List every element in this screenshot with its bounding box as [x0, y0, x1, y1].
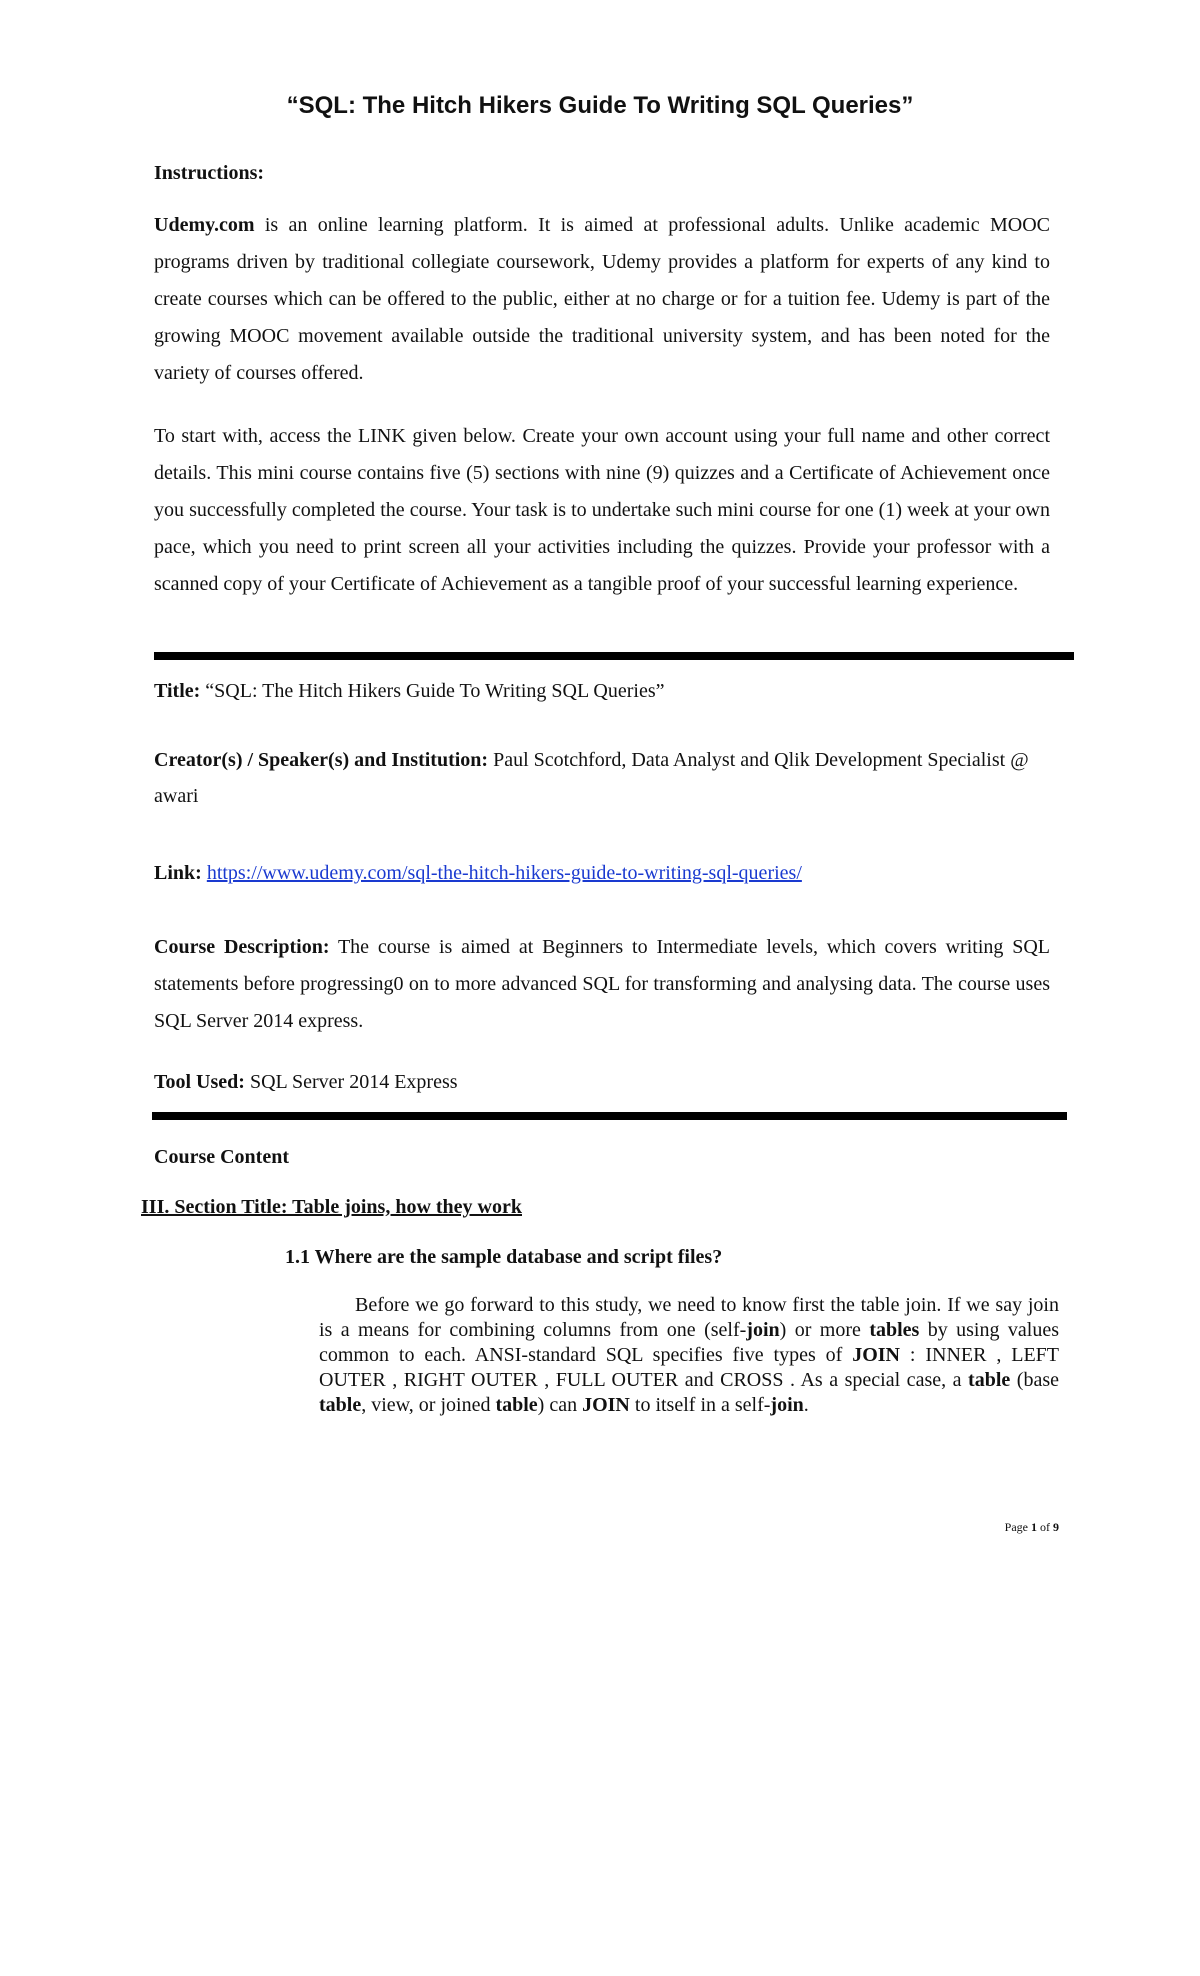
- body-bold-term: join: [746, 1319, 780, 1341]
- document-title: “SQL: The Hitch Hikers Guide To Writing SQL Queries”: [286, 92, 914, 119]
- instructions-paragraph-2: [154, 418, 1050, 603]
- tool-used-label: Tool Used:: [154, 1071, 245, 1093]
- body-text: (base: [1010, 1369, 1059, 1391]
- body-bold-term: table: [968, 1369, 1011, 1391]
- course-description-label: Course Description:: [154, 936, 330, 958]
- page-current: 1: [1031, 1520, 1037, 1534]
- section-title: III. Section Title: Table joins, how they work: [141, 1196, 522, 1218]
- body-text: : INNER , LEFT OUTER , RIGHT OUTER , FULL OUTER and CROSS . As a special case, a: [319, 1344, 1060, 1391]
- link-line: [154, 862, 1050, 885]
- divider-rule-top: [154, 652, 1074, 660]
- page-total: 9: [1053, 1520, 1059, 1534]
- table-join-paragraph: [319, 1293, 1059, 1418]
- instructions-heading: [154, 162, 1050, 185]
- page-number: [1005, 1520, 1059, 1535]
- course-content-heading: [154, 1146, 1050, 1169]
- body-text: , view, or joined: [361, 1394, 496, 1416]
- instructions-paragraph-1: [154, 207, 1050, 392]
- body-text: ) can: [537, 1394, 583, 1416]
- body-text: .: [803, 1394, 809, 1416]
- course-title-label: Title:: [154, 680, 201, 702]
- subsection-title: 1.1 Where are the sample database and script files?: [285, 1246, 723, 1268]
- body-text: to itself in a self-: [629, 1394, 771, 1416]
- body-bold-term: tables: [869, 1319, 920, 1341]
- course-description: [154, 929, 1050, 1040]
- instructions-heading-text: Instructions:: [154, 162, 265, 184]
- body-bold-term: join: [770, 1394, 804, 1416]
- course-link[interactable]: https://www.udemy.com/sql-the-hitch-hikers-guide-to-writing-sql-queries/: [206, 862, 802, 884]
- divider-rule-bottom: [152, 1112, 1067, 1120]
- tool-used-value: SQL Server 2014 Express: [244, 1071, 458, 1093]
- body-text: ) or more: [779, 1319, 870, 1341]
- instructions-paragraph-1-text: is an online learning platform. It is aimed at professional adults. Unlike academic MOOC programs driven by traditional collegiate coursework, Udemy provides a platform for experts of any kind to create courses which can be offered to the public, either at no charge or for a tuition fee. Udemy is part of the growing MOOC movement available outside the traditional university system, and has been noted for the variety of courses offered.: [154, 214, 1050, 384]
- body-bold-term: table: [495, 1394, 538, 1416]
- creator-line: [154, 742, 1050, 814]
- body-bold-term: table: [319, 1394, 362, 1416]
- udemy-brand-text: Udemy.com: [154, 214, 255, 236]
- instructions-paragraph-2-text: To start with, access the LINK given below. Create your own account using your full name and other correct details. This mini course contains five (5) sections with nine (9) quizzes and a Certificate of Achievement once you successfully completed the course. Your task is to undertake such mini course for one (1) week at your own pace, which you need to print screen all your activities including the quizzes. Provide your professor with a scanned copy of your Certificate of Achievement as a tangible proof of your successful learning experience.: [154, 425, 1050, 595]
- tool-used-line: [154, 1071, 1050, 1094]
- course-content-heading-text: Course Content: [154, 1146, 289, 1168]
- creator-value: Paul Scotchford, Data Analyst and Qlik Development Specialist @ awari: [154, 749, 1029, 807]
- body-bold-term: JOIN: [582, 1394, 630, 1416]
- creator-label: Creator(s) / Speaker(s) and Institution:: [154, 749, 489, 771]
- page-separator: of: [1037, 1520, 1053, 1534]
- body-text: Before we go forward to this study, we need to know first the table join. If we say join is a means for combining columns from one (self-: [319, 1294, 1059, 1341]
- body-bold-term: JOIN: [852, 1344, 900, 1366]
- course-title-value: “SQL: The Hitch Hikers Guide To Writing SQL Queries”: [200, 680, 665, 702]
- page-prefix: Page: [1004, 1520, 1031, 1534]
- course-description-value: The course is aimed at Beginners to Intermediate levels, which covers writing SQL statements before progressing0 on to more advanced SQL for transforming and analysing data. The course uses SQL Server 2014 express.: [154, 936, 1050, 1032]
- course-title-line: [154, 680, 1050, 703]
- link-label: Link:: [154, 862, 202, 884]
- body-text: by using values common to each. ANSI-standard SQL specifies five types of: [319, 1319, 1060, 1366]
